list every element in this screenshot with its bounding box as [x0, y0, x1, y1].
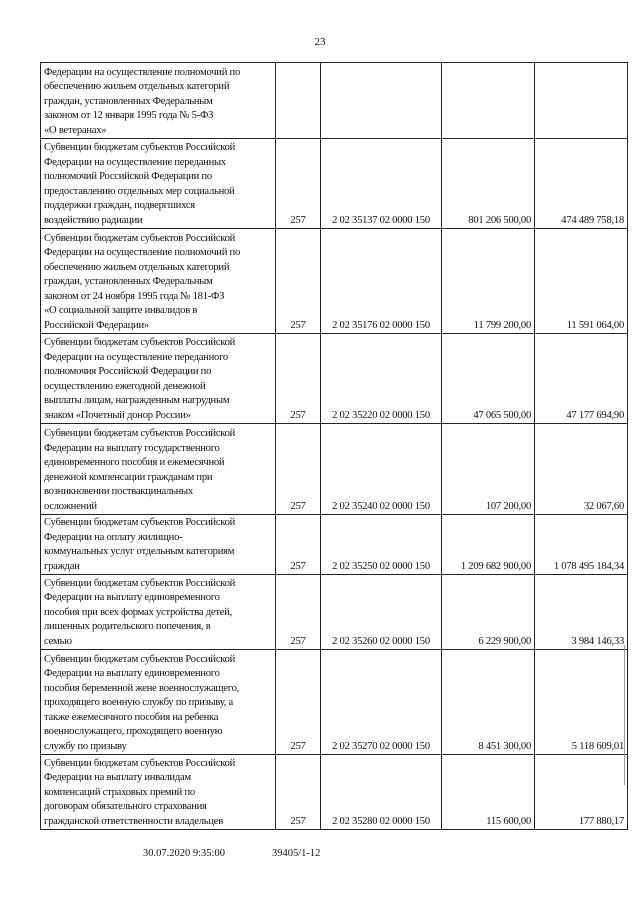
row-description: Субвенции бюджетам субъектов Российской Федерации на выплату единовременного пособия беременной жене военнослужащего, проходящего военную службу по призыву, а также ежемесячного пособия на ребенка военнослужащего, проходящего военную службу по призыву	[41, 650, 276, 755]
row-planned-amount: 6 229 900,00	[442, 575, 535, 650]
row-budget-code: 2 02 35137 02 0000 150	[321, 139, 442, 229]
row-description: Субвенции бюджетам субъектов Российской Федерации на осуществление переданного полномочия Российской Федерации по осуществлению ежегодной денежной выплаты лицам, награжденным нагрудным знаком «Почетный донор России»	[41, 334, 276, 424]
row-description: Субвенции бюджетам субъектов Российской Федерации на выплату государственного единовременного пособия и ежемесячной денежной компенсации гражданам при возникновении поствакцинальных осложнений	[41, 424, 276, 515]
row-admin-code: 257	[276, 575, 321, 650]
page-number: 23	[314, 36, 326, 48]
row-description: Субвенции бюджетам субъектов Российской Федерации на оплату жилищно- коммунальных услуг отдельным категориям граждан	[41, 515, 276, 575]
row-actual-amount: 11 591 064,00	[535, 229, 628, 334]
table-row	[41, 650, 628, 755]
table-row	[41, 229, 628, 334]
row-planned-amount: 115 600,00	[442, 755, 535, 830]
row-admin-code: 257	[276, 229, 321, 334]
row-description: Субвенции бюджетам субъектов Российской Федерации на осуществление полномочий по обеспечению жильем отдельных категорий граждан, установленных Федеральным законом от 24 ноября 1995 года № 181-ФЗ «О социальной защите инвалидов в Российской Федерации»	[41, 229, 276, 334]
row-budget-code: 2 02 35240 02 0000 150	[321, 424, 442, 515]
row-admin-code: 257	[276, 139, 321, 229]
row-planned-amount: 47 065 500,00	[442, 334, 535, 424]
row-planned-amount: 11 799 200,00	[442, 229, 535, 334]
row-budget-code: 2 02 35260 02 0000 150	[321, 575, 442, 650]
table-row	[41, 424, 628, 515]
row-actual-amount: 474 489 758,18	[535, 139, 628, 229]
row-admin-code	[276, 63, 321, 139]
row-admin-code: 257	[276, 755, 321, 830]
row-actual-amount: 3 984 146,33	[535, 575, 628, 650]
table-row	[41, 63, 628, 139]
footer-doc-number: 39405/1-12	[272, 848, 321, 859]
row-description: Федерации на осуществление полномочий по обеспечению жильем отдельных категорий граждан, установленных Федеральным законом от 12 января 1995 года № 5-ФЗ «О ветеранах»	[41, 63, 276, 139]
row-budget-code	[321, 63, 442, 139]
table-row	[41, 755, 628, 830]
row-actual-amount: 47 177 694,90	[535, 334, 628, 424]
row-actual-amount: 32 067,60	[535, 424, 628, 515]
row-planned-amount: 107 200,00	[442, 424, 535, 515]
row-planned-amount: 8 451 300,00	[442, 650, 535, 755]
row-admin-code: 257	[276, 424, 321, 515]
row-actual-amount: 5 118 609,01	[535, 650, 628, 755]
row-actual-amount	[535, 63, 628, 139]
scan-edge-mark	[624, 645, 625, 785]
table-row	[41, 139, 628, 229]
row-actual-amount: 177 880,17	[535, 755, 628, 830]
row-admin-code: 257	[276, 334, 321, 424]
row-budget-code: 2 02 35176 02 0000 150	[321, 229, 442, 334]
row-budget-code: 2 02 35220 02 0000 150	[321, 334, 442, 424]
row-planned-amount: 801 206 500,00	[442, 139, 535, 229]
row-planned-amount	[442, 63, 535, 139]
row-admin-code: 257	[276, 515, 321, 575]
row-actual-amount: 1 078 495 184,34	[535, 515, 628, 575]
row-budget-code: 2 02 35250 02 0000 150	[321, 515, 442, 575]
footer-date: 30.07.2020 9:35:00	[143, 848, 225, 859]
table-row	[41, 334, 628, 424]
row-description: Субвенции бюджетам субъектов Российской Федерации на осуществление переданных полномочий Российской Федерации по предоставлению отдельных мер социальной поддержки граждан, подвергшихся воздействию радиации	[41, 139, 276, 229]
row-planned-amount: 1 209 682 900,00	[442, 515, 535, 575]
row-description: Субвенции бюджетам субъектов Российской Федерации на выплату инвалидам компенсаций страховых премий по договорам обязательного страхования гражданской ответственности владельцев	[41, 755, 276, 830]
table-row	[41, 515, 628, 575]
row-admin-code: 257	[276, 650, 321, 755]
row-budget-code: 2 02 35270 02 0000 150	[321, 650, 442, 755]
row-budget-code: 2 02 35280 02 0000 150	[321, 755, 442, 830]
table-row	[41, 575, 628, 650]
budget-table	[40, 62, 628, 830]
row-description: Субвенции бюджетам субъектов Российской Федерации на выплату единовременного пособия при всех формах устройства детей, лишенных родительского попечения, в семью	[41, 575, 276, 650]
